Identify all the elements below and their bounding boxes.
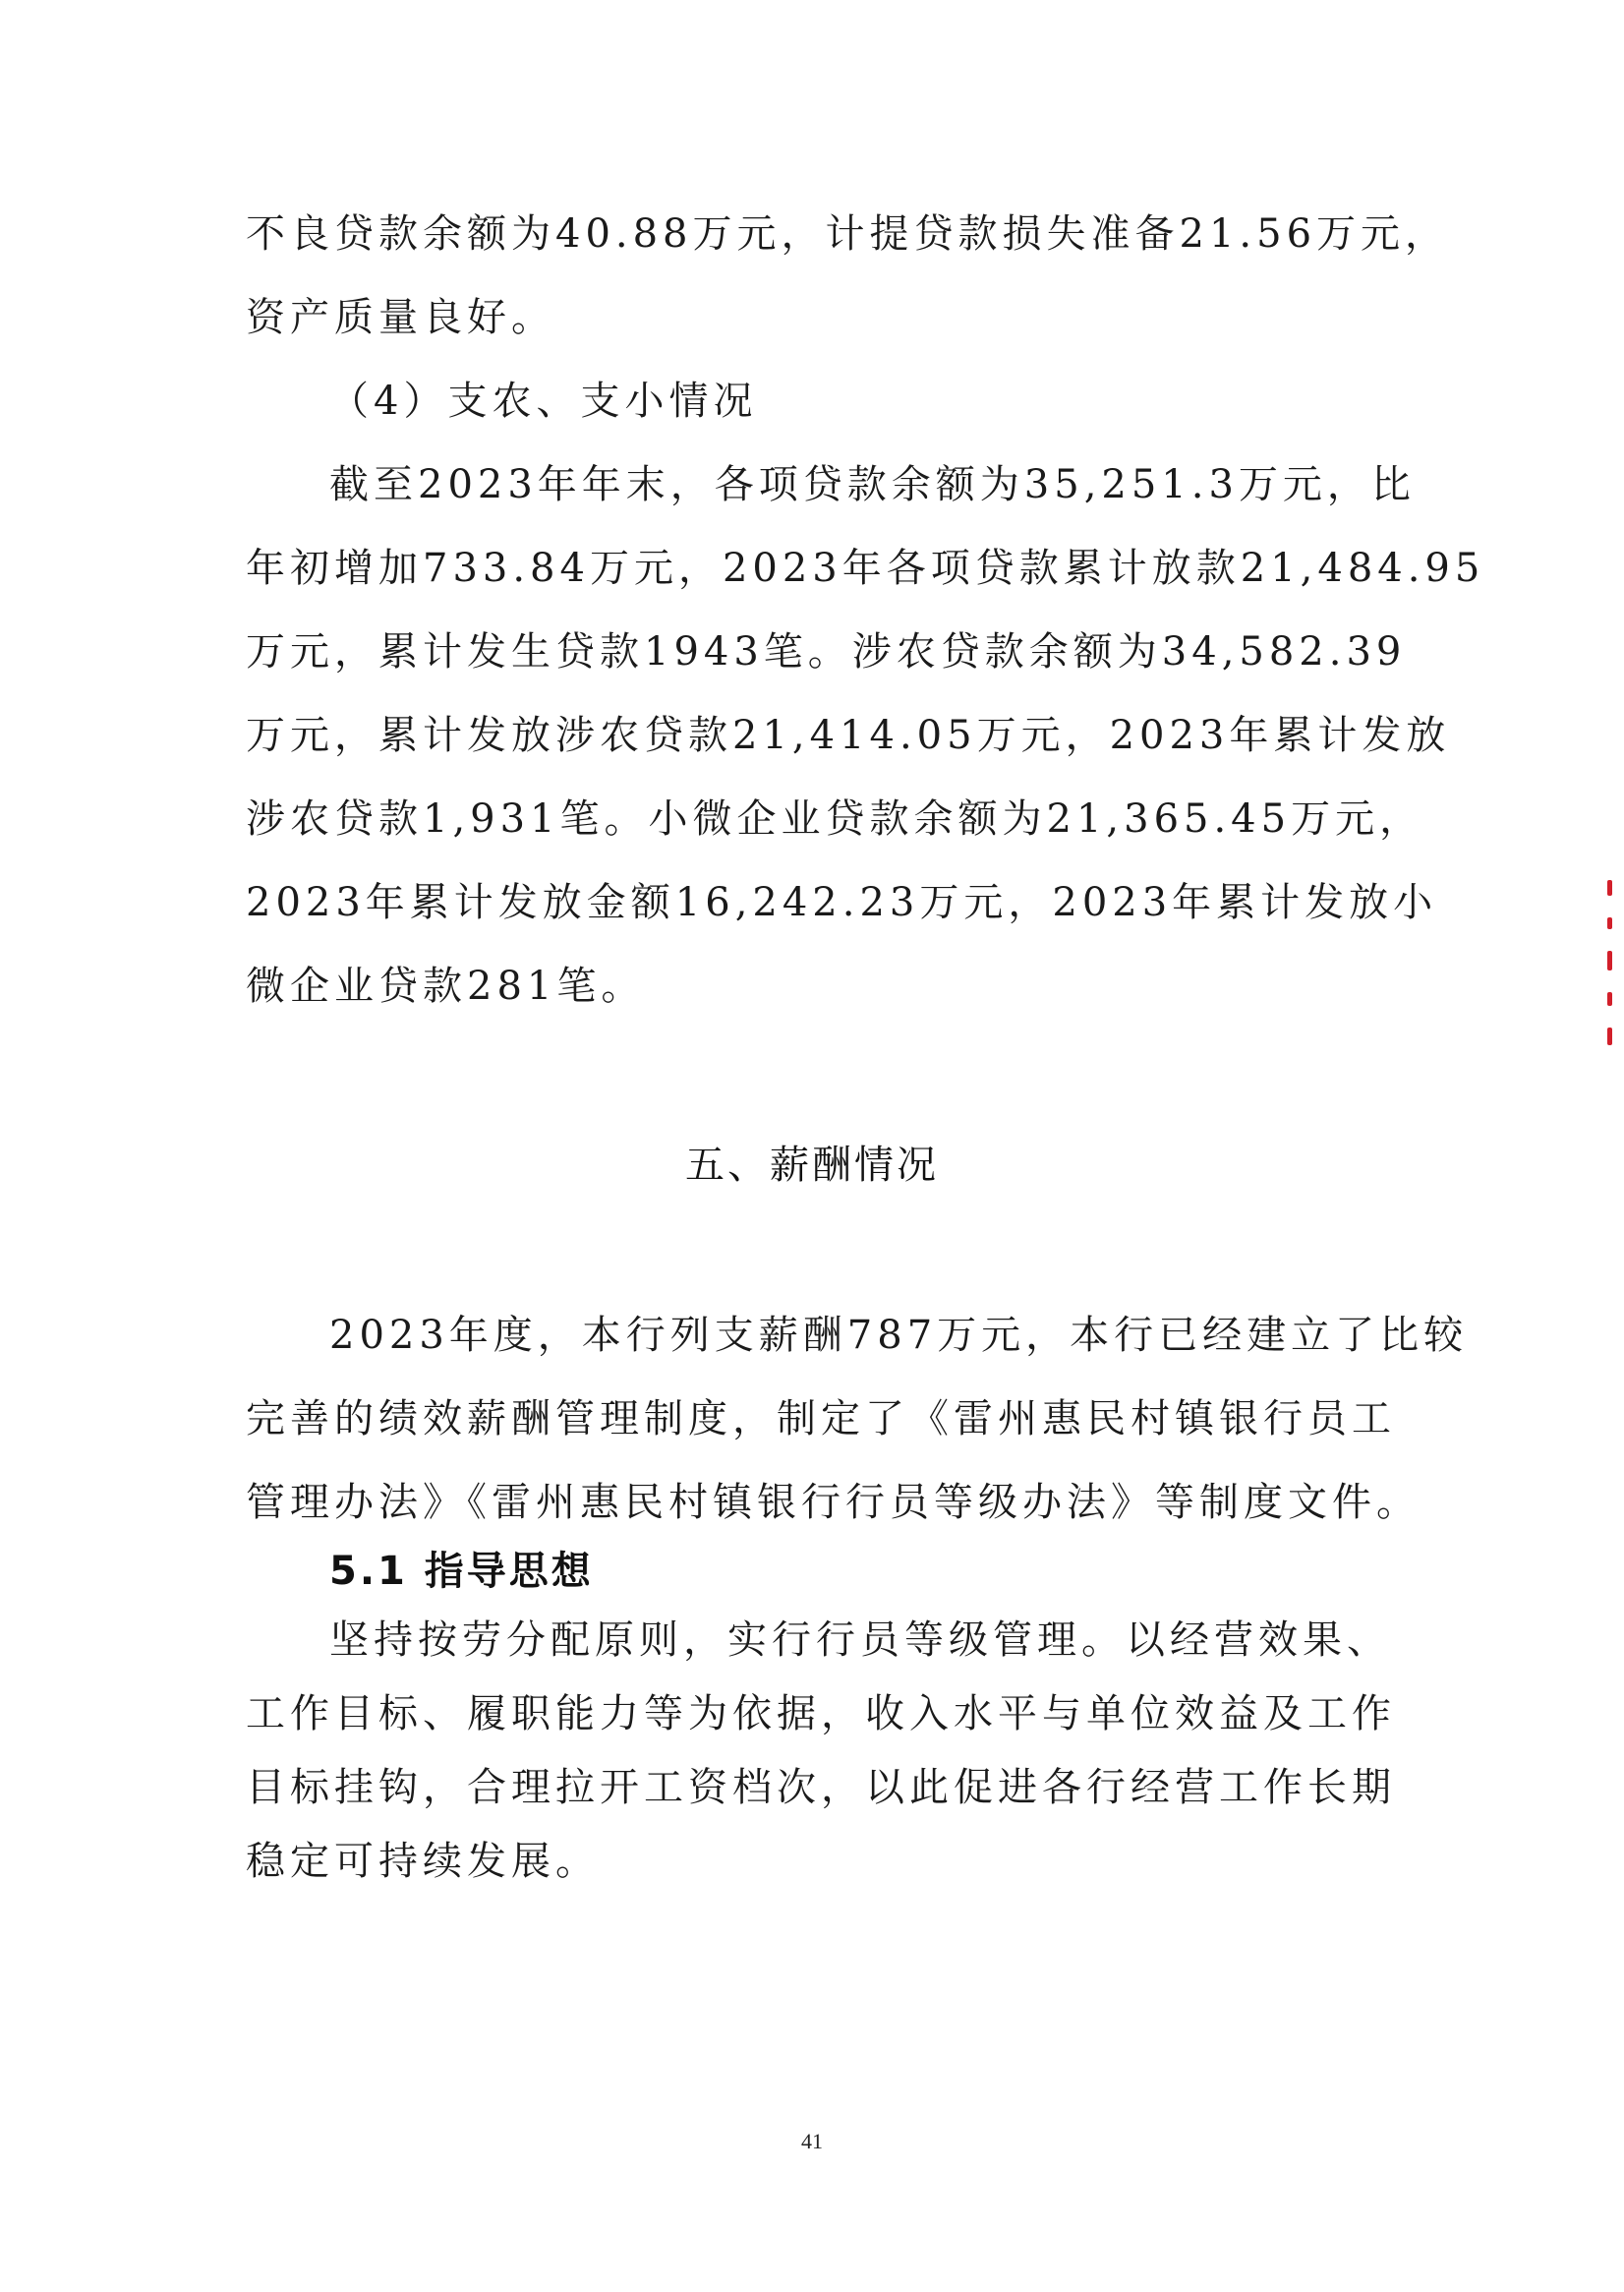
paragraph-line: 涉农贷款1,931笔。小微企业贷款余额为21,365.45万元， (246, 796, 1424, 842)
page-number: 41 (801, 2129, 823, 2153)
paragraph-line: 2023年度，本行列支薪酬787万元，本行已经建立了比较 (329, 1313, 1469, 1358)
paragraph-line: 资产质量良好。 (246, 295, 555, 340)
paragraph-line: 坚持按劳分配原则，实行行员等级管理。以经营效果、 (329, 1617, 1391, 1663)
paragraph-line: 万元，累计发生贷款1943笔。涉农贷款余额为34,582.39 (246, 629, 1407, 675)
paragraph-line: 万元，累计发放涉农贷款21,414.05万元，2023年累计发放 (246, 713, 1451, 758)
paragraph-line: 年初增加733.84万元，2023年各项贷款累计放款21,484.95 (246, 546, 1485, 591)
paragraph-line: 稳定可持续发展。 (246, 1839, 600, 1884)
paragraph-line: 目标挂钩，合理拉开工资档次，以此促进各行经营工作长期 (246, 1765, 1396, 1810)
subsection-heading: 5.1 指导思想 (329, 1549, 594, 1594)
paragraph-line: 完善的绩效薪酬管理制度，制定了《雷州惠民村镇银行员工 (246, 1396, 1396, 1441)
paragraph-line: 工作目标、履职能力等为依据，收入水平与单位效益及工作 (246, 1691, 1396, 1736)
paragraph-line: 管理办法》《雷州惠民村镇银行行员等级办法》等制度文件。 (246, 1480, 1421, 1525)
paragraph-line: 2023年累计发放金额16,242.23万元，2023年累计发放小 (246, 880, 1438, 925)
paragraph-line: 截至2023年年末，各项贷款余额为35,251.3万元，比 (329, 462, 1416, 507)
paragraph-line: 微企业贷款281笔。 (246, 964, 646, 1009)
paragraph-line: 不良贷款余额为40.88万元，计提贷款损失准备21.56万元， (246, 211, 1450, 257)
list-heading: （4）支农、支小情况 (329, 379, 758, 424)
seal-stamp-edge (1607, 880, 1624, 1096)
section-heading: 五、薪酬情况 (685, 1143, 939, 1188)
